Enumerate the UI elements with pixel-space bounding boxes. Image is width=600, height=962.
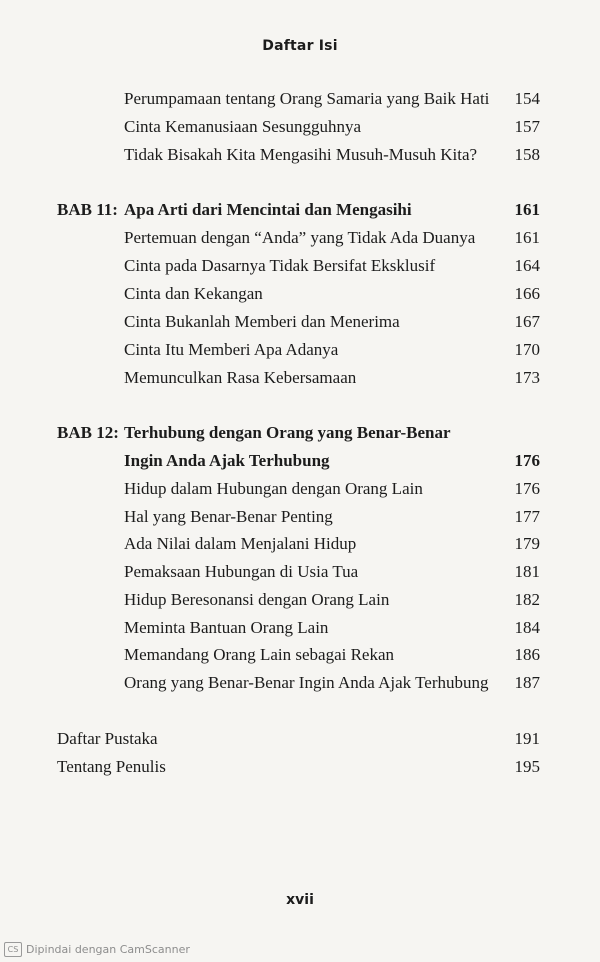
toc-entry-page: 167: [514, 312, 540, 331]
toc-entry: [0, 725, 600, 753]
toc-entry: [0, 586, 600, 614]
toc-entry-page: 181: [514, 562, 540, 581]
toc-entry-title: Cinta dan Kekangan: [124, 284, 263, 303]
chapter-title: Apa Arti dari Mencintai dan Mengasihi: [124, 200, 412, 219]
toc-entry: [0, 224, 600, 252]
toc-entry: [0, 113, 600, 141]
toc-entry-title: Hidup Beresonansi dengan Orang Lain: [124, 590, 390, 609]
toc-entry: [0, 503, 600, 531]
toc-entry-page: 170: [514, 340, 540, 359]
toc-entry-title: Cinta pada Dasarnya Tidak Bersifat Eksklusif: [124, 256, 436, 275]
page-number: xvii: [286, 892, 314, 908]
toc-entry: [0, 641, 600, 669]
toc-entry-title: Pertemuan dengan “Anda” yang Tidak Ada Duanya: [124, 228, 476, 247]
toc-entry-page: 184: [514, 618, 540, 637]
toc-entry: [0, 475, 600, 503]
toc-entry-page: 158: [514, 145, 540, 164]
toc-entry-page: 154: [514, 89, 540, 108]
toc-entry-title: Ada Nilai dalam Menjalani Hidup: [124, 534, 357, 553]
toc-entry-title: Hal yang Benar-Benar Penting: [124, 507, 333, 526]
toc-entry: [0, 558, 600, 586]
toc-entry: [0, 614, 600, 642]
chapter-heading-continued: [0, 447, 600, 475]
camscanner-logo-icon: CS: [4, 942, 22, 957]
toc-entry-page: 161: [514, 228, 540, 247]
toc-entry-title: Cinta Bukanlah Memberi dan Menerima: [124, 312, 400, 331]
toc-entry-page: 173: [514, 368, 540, 387]
toc-entry-page: 195: [514, 757, 540, 776]
toc-entry-page: 186: [514, 645, 540, 664]
toc-entry-page: 177: [514, 507, 540, 526]
toc-entry: [0, 530, 600, 558]
scanner-watermark: [4, 942, 190, 957]
toc-entry-page: 166: [514, 284, 540, 303]
toc-entry-title: Cinta Itu Memberi Apa Adanya: [124, 340, 339, 359]
chapter-page: 161: [514, 200, 540, 219]
toc-entry-page: 176: [514, 479, 540, 498]
toc-entry-title: Hidup dalam Hubungan dengan Orang Lain: [124, 479, 423, 498]
toc-entry-title: Tidak Bisakah Kita Mengasihi Musuh-Musuh Kita?: [124, 145, 478, 164]
toc-entry: [0, 753, 600, 781]
toc-entry-page: 164: [514, 256, 540, 275]
toc-entry-title: Cinta Kemanusiaan Sesungguhnya: [124, 117, 362, 136]
toc-entry-page: 157: [514, 117, 540, 136]
toc-entry-page: 191: [514, 729, 540, 748]
toc-entry: [0, 85, 600, 113]
scanner-text: Dipindai dengan CamScanner: [26, 943, 190, 956]
toc-entry: [0, 280, 600, 308]
toc-entry-title: Memunculkan Rasa Kebersamaan: [124, 368, 357, 387]
chapter-title-line1: Terhubung dengan Orang yang Benar-Benar: [124, 423, 451, 442]
toc-entry-title: Orang yang Benar-Benar Ingin Anda Ajak Terhubung: [124, 673, 489, 692]
chapter-label: BAB 12:: [57, 423, 119, 442]
toc-entry: [0, 669, 600, 697]
toc-entry-title: Memandang Orang Lain sebagai Rekan: [124, 645, 395, 664]
toc-entry-title: Daftar Pustaka: [57, 729, 158, 748]
page-header: Daftar Isi: [262, 38, 338, 54]
toc-entry: [0, 364, 600, 392]
toc-entry-page: 182: [514, 590, 540, 609]
toc-entry-page: 187: [514, 673, 540, 692]
toc-entry: [0, 141, 600, 169]
toc-entry-title: Tentang Penulis: [57, 757, 166, 776]
toc-entry-title: Meminta Bantuan Orang Lain: [124, 618, 329, 637]
toc-entry: [0, 308, 600, 336]
toc-entry-page: 179: [514, 534, 540, 553]
chapter-heading: [0, 419, 600, 447]
chapter-title-line2: Ingin Anda Ajak Terhubung: [124, 451, 330, 470]
chapter-page: 176: [514, 451, 540, 470]
toc-entry: [0, 252, 600, 280]
toc-entry-title: Perumpamaan tentang Orang Samaria yang Baik Hati: [124, 89, 490, 108]
chapter-heading: [0, 196, 600, 224]
toc-entry-title: Pemaksaan Hubungan di Usia Tua: [124, 562, 359, 581]
toc-entry: [0, 336, 600, 364]
chapter-label: BAB 11:: [57, 200, 118, 219]
